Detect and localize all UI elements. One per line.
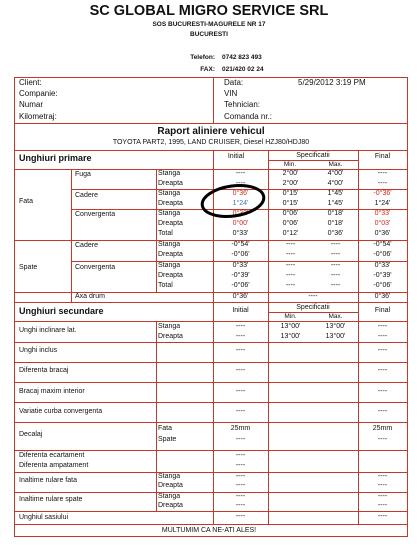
value-min: 0°15' (282, 200, 299, 207)
value-initial: 0°36' (232, 293, 249, 300)
value-min: ---- (285, 262, 296, 269)
value-max: 4°00' (327, 170, 344, 177)
primary-col-final: Final (374, 153, 391, 160)
row-label: Total (158, 282, 173, 289)
value-min: 0°12' (282, 230, 299, 237)
value-initial: ---- (235, 323, 246, 330)
value-min: ---- (285, 272, 296, 279)
value-final: 25mm (372, 425, 393, 432)
variatie-curba-label: Variatie curba convergenta (19, 408, 103, 415)
client-label: Client: (19, 78, 42, 87)
row-label: Dreapta (158, 200, 183, 207)
unghi-inclinare-label: Unghi inclinare lat. (19, 327, 77, 334)
value-initial: ---- (235, 482, 246, 489)
unghiul-sasiului-label: Unghiul sasiului (19, 514, 69, 521)
value-max: 4°00' (327, 180, 344, 187)
hand-drawn-circle-annotation (198, 183, 268, 219)
data-value: 5/29/2012 3:19 PM (298, 78, 366, 87)
diferenta-ecartament-label: Diferenta ecartament (19, 452, 85, 459)
primary-col-spec: Specificatii (296, 152, 330, 159)
value-final: ---- (377, 502, 388, 509)
value-final: -0°39' (373, 272, 392, 279)
value-final: ---- (377, 388, 388, 395)
value-final: -0°54' (373, 241, 392, 248)
value-final: ---- (377, 333, 388, 340)
value-min: 0°06' (282, 210, 299, 217)
primary-section-title: Unghiuri primare (19, 153, 92, 163)
secondary-col-initial: Initial (232, 307, 249, 314)
data-label: Data: (224, 78, 244, 87)
fata-group-label: Fata (19, 198, 34, 205)
value-initial: 25mm (230, 425, 251, 432)
value-initial: ---- (235, 452, 246, 459)
secondary-col-min: Min. (284, 313, 297, 320)
value-final: 0°36' (374, 230, 391, 237)
value-initial: ---- (235, 347, 246, 354)
value-initial: ---- (235, 473, 246, 480)
value-final: ---- (377, 473, 388, 480)
row-label: Dreapta (158, 482, 183, 489)
value-max: ---- (330, 262, 341, 269)
value-final: ---- (377, 180, 388, 187)
value-initial: -0°54' (231, 241, 250, 248)
value-final: ---- (377, 367, 388, 374)
value-max: 1°45' (327, 190, 344, 197)
value-max: ---- (330, 272, 341, 279)
row-label: Stanga (158, 210, 181, 217)
value-final: 0°03' (374, 220, 391, 227)
value-initial: 1°24' (232, 200, 249, 207)
value-initial: ---- (235, 367, 246, 374)
tehnician-label: Tehnician: (224, 100, 261, 109)
phone-label: Telefon: (190, 54, 215, 61)
inaltime-fata-label: Inaltime rulare fata (19, 477, 77, 484)
row-label: Dreapta (158, 333, 183, 340)
value-min: ---- (285, 241, 296, 248)
value-max: 13°00' (325, 333, 346, 340)
value-min: 0°06' (282, 220, 299, 227)
fax-value: 021/420 02 24 (222, 66, 264, 73)
bracaj-maxim-label: Bracaj maxim interior (19, 388, 85, 395)
value-final: -0°06' (373, 251, 392, 258)
value-initial: 0°33' (232, 230, 249, 237)
primary-col-max: Max. (328, 161, 343, 168)
row-label: Dreapta (158, 502, 183, 509)
comanda-label: Comanda nr.: (224, 112, 273, 121)
secondary-section-title: Unghiuri secundare (19, 306, 104, 316)
value-max: 1°45' (327, 200, 344, 207)
value-final: 0°33' (374, 262, 391, 269)
numar-label: Numar (19, 100, 44, 109)
row-label: Stanga (158, 473, 181, 480)
value-final: ---- (377, 347, 388, 354)
value-final: 0°36' (374, 293, 391, 300)
value-final: ---- (377, 482, 388, 489)
companie-label: Companie: (19, 89, 58, 98)
cadere-rear-label: Cadere (75, 242, 98, 249)
phone-value: 0742 823 493 (222, 54, 262, 61)
value-min: 13°00' (280, 333, 301, 340)
value-final: ---- (377, 408, 388, 415)
fax-label: FAX: (200, 66, 215, 73)
footer-thanks: MULTUMIM CA NE-ATI ALES! (161, 527, 257, 534)
value-initial: -0°06' (231, 251, 250, 258)
value-initial: ---- (235, 493, 246, 500)
row-label: Stanga (158, 241, 181, 248)
value-final: ---- (377, 513, 388, 520)
value-initial: ---- (235, 180, 246, 187)
value-initial: ---- (235, 462, 246, 469)
axa-drum-label: Axa drum (75, 293, 105, 300)
row-label: Stanga (158, 323, 181, 330)
primary-col-initial: Initial (227, 153, 245, 160)
convergenta-front-label: Convergenta (75, 211, 116, 218)
decalaj-label: Decalaj (19, 431, 43, 438)
value-min: 13°00' (280, 323, 301, 330)
value-initial: 0°33' (232, 262, 249, 269)
row-label: Stanga (158, 170, 181, 177)
value-initial: ---- (235, 502, 246, 509)
row-label: Dreapta (158, 251, 183, 258)
row-label: Dreapta (158, 180, 183, 187)
value-min: 2°00' (282, 180, 299, 187)
secondary-col-max: Max. (328, 313, 343, 320)
value-initial: -0°39' (231, 272, 250, 279)
row-label: Spate (158, 436, 177, 443)
value-max: ---- (330, 241, 341, 248)
value-initial: ---- (235, 408, 246, 415)
row-label: Fata (158, 425, 173, 432)
value-min: ---- (285, 251, 296, 258)
row-label: Total (158, 230, 173, 237)
value-min: 0°15' (282, 190, 299, 197)
value-final: ---- (377, 436, 388, 443)
value-initial: ---- (235, 388, 246, 395)
value-initial: 0°00' (232, 220, 249, 227)
row-label: Dreapta (158, 220, 183, 227)
value-initial: ---- (235, 436, 246, 443)
value-final: -0°36' (373, 190, 392, 197)
secondary-col-spec: Specificatii (296, 304, 330, 311)
secondary-col-final: Final (374, 307, 391, 314)
value-final: ---- (377, 493, 388, 500)
inaltime-spate-label: Inaltime rulare spate (19, 496, 83, 503)
value-min: ---- (285, 282, 296, 289)
value-initial: ---- (235, 513, 246, 520)
value-initial: ---- (235, 333, 246, 340)
value-final: -0°06' (373, 282, 392, 289)
value-final: 0°33' (374, 210, 391, 217)
value-max: ---- (330, 282, 341, 289)
vehicle-description: TOYOTA PART2, 1995, LAND CRUISER, Diesel HZJ80/HDJ80 (112, 139, 310, 146)
spate-group-label: Spate (19, 264, 38, 271)
value-max: ---- (330, 251, 341, 258)
value-max: 13°00' (325, 323, 346, 330)
value-initial: ---- (235, 170, 246, 177)
row-label: Stanga (158, 493, 181, 500)
fuga-label: Fuga (75, 171, 91, 178)
diferenta-bracaj-label: Diferenta bracaj (19, 367, 69, 374)
value-final: ---- (377, 323, 388, 330)
kilometraj-label: Kilometraj: (19, 112, 57, 121)
row-label: Stanga (158, 190, 181, 197)
value-final: 1°24' (374, 200, 391, 207)
company-name: SC GLOBAL MIGRO SERVICE SRL (89, 3, 329, 19)
company-city: BUCURESTI (190, 31, 228, 38)
report-title: Raport aliniere vehicul (157, 126, 265, 137)
company-address: SOS BUCURESTI-MAGURELE NR 17 (152, 21, 266, 28)
value-initial: 0°36' (232, 190, 249, 197)
cadere-front-label: Cadere (75, 192, 98, 199)
primary-col-min: Min. (283, 161, 297, 168)
value-max: 0°36' (327, 230, 344, 237)
unghi-inclus-label: Unghi inclus (19, 347, 58, 354)
value-final: ---- (377, 170, 388, 177)
value-initial: -0°06' (231, 282, 250, 289)
row-label: Dreapta (158, 272, 183, 279)
row-label: Stanga (158, 262, 181, 269)
value-min: 2°00' (282, 170, 299, 177)
diferenta-ampatament-label: Diferenta ampatament (19, 462, 89, 469)
value-min: ---- (308, 293, 318, 300)
value-max: 0°18' (327, 220, 344, 227)
vin-label: VIN (224, 89, 238, 98)
convergenta-rear-label: Convergenta (75, 264, 116, 271)
value-initial: 0°33' (232, 210, 249, 217)
value-max: 0°18' (327, 210, 344, 217)
